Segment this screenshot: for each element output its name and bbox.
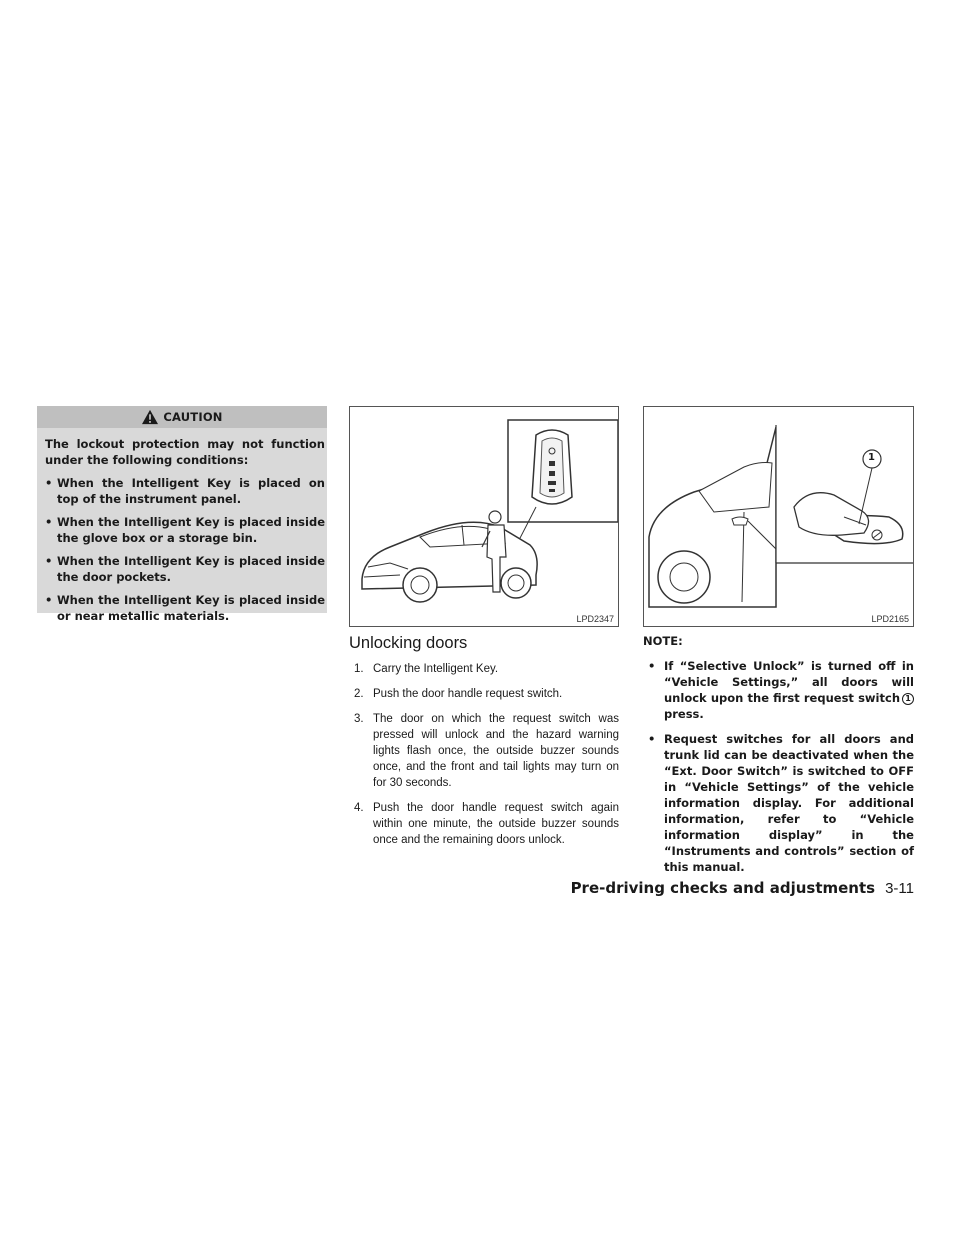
step-text: The door on which the request switch was pressed will unlock and the hazard warning lights flash once, the outside buzzer sounds once, and the front and tail lights may turn on for 30 seconds. — [373, 713, 619, 789]
caution-title: CAUTION — [163, 410, 223, 424]
caution-item-text: When the Intelligent Key is placed inside or near metallic materials. — [57, 593, 325, 623]
step-item — [354, 800, 619, 848]
step-item — [354, 686, 619, 702]
caution-item: • When the Intelligent Key is placed inside the glove box or a storage bin. — [45, 515, 325, 545]
steps-list — [354, 661, 619, 857]
caution-body — [45, 436, 325, 631]
section-heading: Unlocking doors — [349, 634, 468, 652]
page-footer — [571, 879, 914, 897]
caution-header — [37, 406, 327, 428]
caution-intro: The lockout protection may not function under the following conditions: — [45, 437, 325, 467]
caution-item: • When the Intelligent Key is placed inside or near metallic materials. — [45, 593, 325, 623]
note-text: Request switches for all doors and trunk lid can be deactivated when the “Ext. Door Switch” is switched to OFF in “Vehicle Settings” of the vehicle information display. For additional information, refer to “Vehicle information display” in the “Instruments and controls” section of this manual. — [664, 732, 914, 874]
step-text: Carry the Intelligent Key. — [373, 663, 499, 675]
page-number: 3-11 — [885, 880, 914, 897]
note-label: NOTE: — [643, 634, 683, 648]
callout-number: 1 — [868, 452, 875, 463]
caution-item: • When the Intelligent Key is placed inside the door pockets. — [45, 554, 325, 584]
note-item: • If “Selective Unlock” is turned off in “Vehicle Settings,” all doors will unlock upon the first request switch 1 press. — [648, 659, 914, 721]
figure-car-key — [349, 406, 619, 627]
caution-item-text: When the Intelligent Key is placed inside the door pockets. — [57, 554, 325, 584]
step-number: 1. — [354, 663, 364, 675]
step-number: 2. — [354, 688, 364, 700]
step-item — [354, 661, 619, 677]
caution-box — [37, 406, 327, 623]
step-number: 3. — [354, 713, 364, 725]
caution-item-text: When the Intelligent Key is placed inside the glove box or a storage bin. — [57, 515, 325, 545]
notes-list — [648, 658, 914, 884]
figure-code: LPD2347 — [576, 614, 614, 624]
step-text: Push the door handle request switch. — [373, 688, 563, 700]
callout-ref: 1 — [902, 693, 914, 705]
figure-door-handle — [643, 406, 914, 627]
note-text: If “Selective Unlock” is turned off in “Vehicle Settings,” all doors will unlock upon the first request switch — [664, 659, 914, 705]
car-illustration — [350, 407, 619, 627]
chapter-title: Pre-driving checks and adjustments — [570, 879, 876, 897]
step-text: Push the door handle request switch again within one minute, the outside buzzer sounds once and the remaining doors unlock. — [373, 802, 619, 846]
door-handle-illustration — [644, 407, 914, 627]
step-number: 4. — [354, 802, 364, 814]
warning-icon — [141, 409, 159, 425]
caution-item: • When the Intelligent Key is placed on top of the instrument panel. — [45, 476, 325, 506]
note-item: • Request switches for all doors and trunk lid can be deactivated when the “Ext. Door Switch” is switched to OFF in “Vehicle Settings” of the vehicle information display. For additional information, refer to “Vehicle information display” in the “Instruments and controls” section of this manual. — [648, 732, 914, 874]
figure-code: LPD2165 — [871, 614, 909, 624]
caution-item-text: When the Intelligent Key is placed on top of the instrument panel. — [57, 476, 325, 506]
note-text-tail: press. — [664, 707, 704, 721]
step-item — [354, 711, 619, 791]
